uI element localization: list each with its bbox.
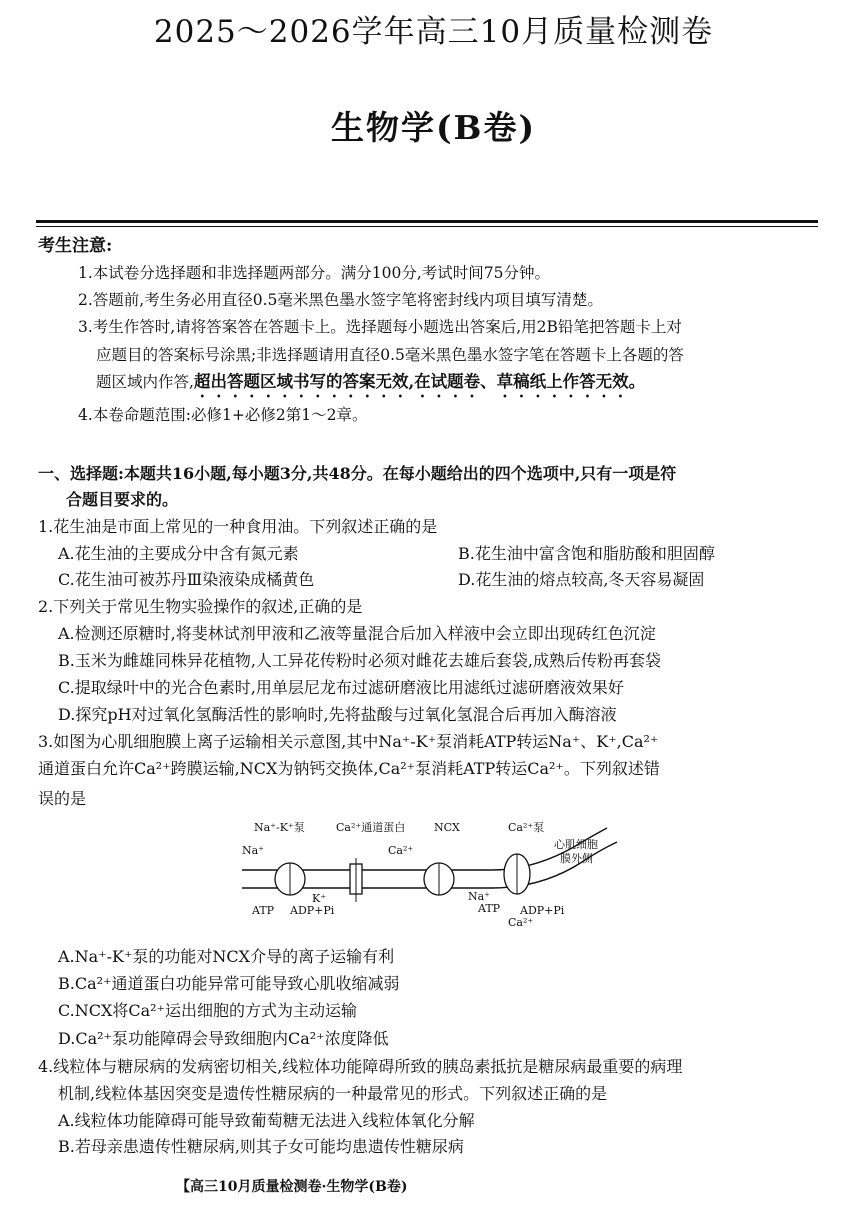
q3-stem-line3: 误的是 (38, 789, 87, 808)
q1-option-b: B.花生油中富含饱和脂肪酸和胆固醇 (458, 544, 715, 563)
label-ca-pump: Ca²⁺泵 (508, 821, 545, 834)
ion-transport-diagram (232, 818, 632, 930)
q1-option-a: A.花生油的主要成分中含有氮元素 (58, 544, 299, 563)
membrane-upper-line (242, 828, 607, 870)
header-rule-thin (36, 226, 818, 227)
label-ca-2: Ca²⁺ (508, 916, 534, 929)
label-outside-2: 膜外侧 (560, 852, 593, 865)
label-k: K⁺ (312, 892, 327, 905)
label-outside: 心肌细胞 (554, 838, 598, 851)
q3-option-b: B.Ca²⁺通道蛋白功能异常可能导致心肌收缩减弱 (58, 974, 400, 993)
q4-option-a: A.线粒体功能障碍可能导致葡萄糖无法进入线粒体氧化分解 (58, 1111, 475, 1130)
q3-option-a: A.Na⁺-K⁺泵的功能对NCX介导的离子运输有利 (58, 947, 395, 966)
notice-title: 考生注意: (38, 236, 113, 256)
label-atp-1: ATP (252, 904, 275, 917)
label-nak-pump: Na⁺-K⁺泵 (254, 821, 305, 834)
notice-item-2: 2.答题前,考生务必用直径0.5毫米黑色墨水签字笔将密封线内项目填写清楚。 (78, 291, 603, 309)
q2-option-b: B.玉米为雌雄同株异花植物,人工异花传粉时必须对雌花去雄后套袋,成熟后传粉再套袋 (58, 651, 662, 670)
q3-stem-line1: 3.如图为心肌细胞膜上离子运输相关示意图,其中Na⁺-K⁺泵消耗ATP转运Na⁺、K⁺,Ca²⁺ (38, 732, 659, 751)
header-rule-thick (36, 220, 818, 223)
label-ncx: NCX (434, 821, 460, 834)
notice-item-3-line3-text: 题区域内作答, (96, 373, 194, 391)
q3-stem-line2: 通道蛋白允许Ca²⁺跨膜运输,NCX为钠钙交换体,Ca²⁺泵消耗ATP转运Ca²⁺。下列叙述错 (38, 759, 660, 778)
label-ca-channel: Ca²⁺通道蛋白 (336, 821, 406, 834)
notice-item-3-line3 (96, 369, 645, 401)
q1-stem: 1.花生油是市面上常见的一种食用油。下列叙述正确的是 (38, 517, 438, 536)
q3-option-d: D.Ca²⁺泵功能障碍会导致细胞内Ca²⁺浓度降低 (58, 1029, 389, 1048)
notice-item-1: 1.本试卷分选择题和非选择题两部分。满分100分,考试时间75分钟。 (78, 264, 551, 282)
exam-title: 2025～2026学年高三10月质量检测卷 (153, 14, 714, 50)
label-na-1: Na⁺ (242, 844, 264, 857)
q2-option-c: C.提取绿叶中的光合色素时,用单层尼龙布过滤研磨液比用滤纸过滤研磨液效果好 (58, 678, 624, 697)
q4-stem-line2: 机制,线粒体基因突变是遗传性糖尿病的一种最常见的形式。下列叙述正确的是 (58, 1084, 608, 1103)
q2-stem: 2.下列关于常见生物实验操作的叙述,正确的是 (38, 597, 363, 616)
q4-option-b: B.若母亲患遗传性糖尿病,则其子女可能均患遗传性糖尿病 (58, 1137, 464, 1156)
q2-option-d: D.探究pH对过氧化氢酶活性的影响时,先将盐酸与过氧化氢混合后再加入酶溶液 (58, 705, 617, 724)
notice-emphasis: 超出答题区域书写的答案无效,在试题卷、草稿纸上作答无效。 (193, 372, 646, 391)
label-atp-2: ATP (478, 902, 501, 915)
q4-stem-line1: 4.线粒体与糖尿病的发病密切相关,线粒体功能障碍所致的胰岛素抵抗是糖尿病最重要的病理 (38, 1057, 683, 1076)
membrane-diagram-svg (232, 818, 632, 930)
q1-option-c: C.花生油可被苏丹Ⅲ染液染成橘黄色 (58, 570, 315, 589)
section-1-heading: 一、选择题:本题共16小题,每小题3分,共48分。在每小题给出的四个选项中,只有一项是符 (38, 464, 677, 483)
label-ca-1: Ca²⁺ (388, 844, 414, 857)
label-adp-2: ADP+Pi (520, 904, 565, 917)
subject-title: 生物学(B卷) (330, 108, 537, 147)
notice-item-3-line2: 应题目的答案标号涂黑;非选择题请用直径0.5毫米黑色墨水签字笔在答题卡上各题的答 (96, 346, 684, 364)
page-footer: 【高三10月质量检测卷·生物学(B卷) (176, 1179, 408, 1195)
section-1-heading-cont: 合题目要求的。 (66, 490, 179, 509)
label-na-2: Na⁺ (468, 890, 490, 903)
notice-item-4: 4.本卷命题范围:必修1+必修2第1～2章。 (78, 406, 368, 424)
notice-item-3-line1: 3.考生作答时,请将答案答在答题卡上。选择题每小题选出答案后,用2B铅笔把答题卡上对 (78, 318, 682, 336)
q3-option-c: C.NCX将Ca²⁺运出细胞的方式为主动运输 (58, 1001, 358, 1020)
label-adp-1: ADP+Pi (290, 904, 335, 917)
q1-option-d: D.花生油的熔点较高,冬天容易凝固 (458, 570, 705, 589)
q2-option-a: A.检测还原糖时,将斐林试剂甲液和乙液等量混合后加入样液中会立即出现砖红色沉淀 (58, 624, 656, 643)
